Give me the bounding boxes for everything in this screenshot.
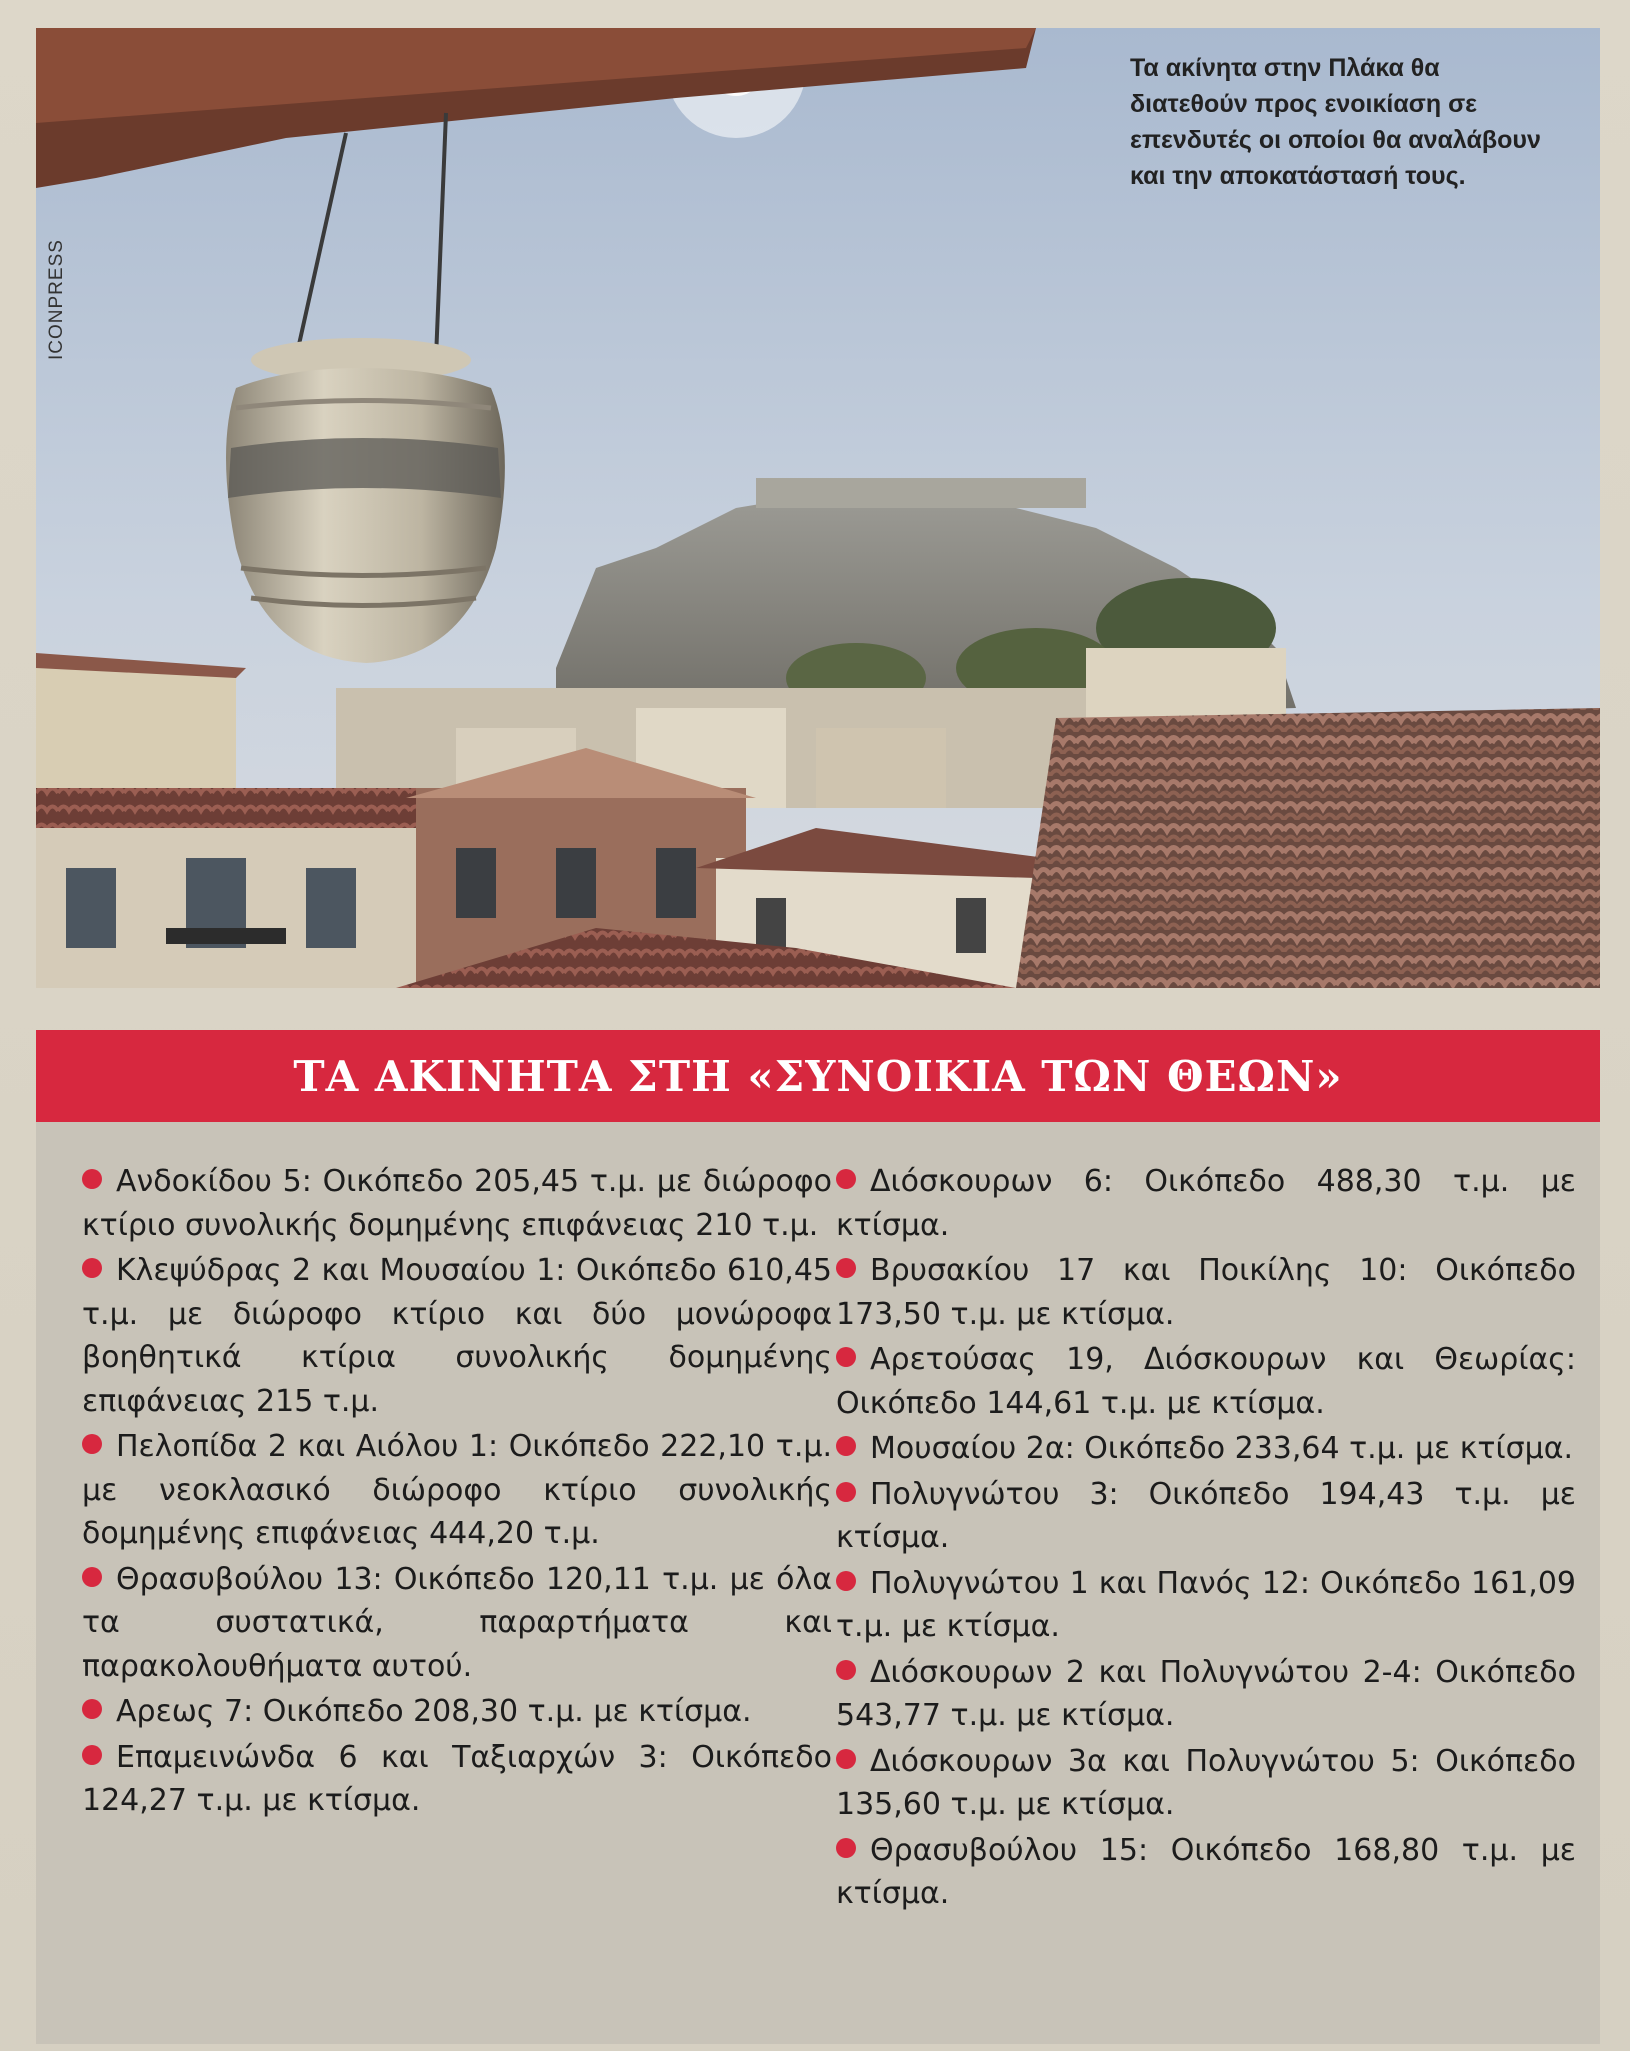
list-item-text: Πελοπίδα 2 και Αιόλου 1: Οικόπεδο 222,10 τ.μ. με νεοκλασικό διώροφο κτίριο συνολικής δομημένης επιφάνειας 444,20 τ.μ. [82,1429,832,1551]
list-item-text: Κλεψύδρας 2 και Μουσαίου 1: Οικόπεδο 610,45 τ.μ. με διώροφο κτίριο και δύο μονώροφα βοηθητικά κτίρια συνολικής δομημένης επιφάνειας 215 τ.μ. [82,1253,832,1419]
list-item [836,1160,1576,1247]
tiled-roof-right [1016,708,1600,988]
bullet-icon [836,1838,856,1858]
acropolis-walls [756,478,1086,508]
list-item-text: Ανδοκίδου 5: Οικόπεδο 205,45 τ.μ. με διώροφο κτίριο συνολικής δομημένης επιφάνειας 210 τ.μ. [82,1164,832,1243]
list-item-text: Διόσκουρων 6: Οικόπεδο 488,30 τ.μ. με κτίσμα. [836,1164,1576,1243]
bullet-icon [836,1169,856,1189]
bullet-icon [82,1258,102,1278]
list-item [82,1690,832,1734]
title-bar [36,1030,1600,1122]
list-item-text: Διόσκουρων 2 και Πολυγνώτου 2-4: Οικόπεδο 543,77 τ.μ. με κτίσμα. [836,1654,1576,1733]
property-list-right [836,1160,1576,1918]
bullet-icon [82,1169,102,1189]
bullet-icon [82,1745,102,1765]
list-item-text: Μουσαίου 2α: Οικόπεδο 233,64 τ.μ. με κτίσμα. [870,1431,1574,1466]
bullet-icon [836,1571,856,1591]
list-item-text: Αρετούσας 19, Διόσκουρων και Θεωρίας: Οικόπεδο 144,61 τ.μ. με κτίσμα. [836,1342,1576,1421]
list-item [836,1829,1576,1916]
bullet-icon [82,1434,102,1454]
list-item-text: Θρασυβούλου 15: Οικόπεδο 168,80 τ.μ. με κτίσμα. [836,1832,1576,1911]
bullet-icon [836,1258,856,1278]
list-item-text: Πολυγνώτου 1 και Πανός 12: Οικόπεδο 161,09 τ.μ. με κτίσμα. [836,1565,1576,1644]
list-item [82,1249,832,1423]
list-item-text: Θρασυβούλου 13: Οικόπεδο 120,11 τ.μ. με όλα τα συστατικά, παραρτήματα και παρακολουθήματα αυτού. [82,1561,832,1684]
bullet-icon [836,1482,856,1502]
building-left-top [36,668,236,788]
section-title: ΤΑ ΑΚΙΝΗΤΑ ΣΤΗ «ΣΥΝΟΙΚΙΑ ΤΩΝ ΘΕΩΝ» [293,1051,1343,1101]
bullet-icon [836,1749,856,1769]
hanging-lantern [226,338,505,663]
property-list-left [82,1160,832,1825]
list-item [836,1740,1576,1827]
list-item [82,1558,832,1689]
bullet-icon [836,1660,856,1680]
photo-credit: ICONPRESS [46,239,67,361]
list-item [836,1427,1576,1471]
list-item-text: Αρεως 7: Οικόπεδο 208,30 τ.μ. με κτίσμα. [116,1694,752,1729]
property-list-box [36,1122,1600,2044]
list-item-text: Πολυγνώτου 3: Οικόπεδο 194,43 τ.μ. με κτίσμα. [836,1476,1576,1555]
photo-caption: Τα ακίνητα στην Πλάκα θα διατεθούν προς ενοικίαση σε επενδυτές οι οποίοι θα αναλάβουν και την αποκατάστασή τους. [1130,54,1541,190]
list-item [836,1249,1576,1336]
list-item-text: Επαμεινώνδα 6 και Ταξιαρχών 3: Οικόπεδο 124,27 τ.μ. με κτίσμα. [82,1739,832,1818]
list-item [836,1473,1576,1560]
list-item [836,1651,1576,1738]
list-item-text: Διόσκουρων 3α και Πολυγνώτου 5: Οικόπεδο 135,60 τ.μ. με κτίσμα. [836,1743,1576,1822]
list-item [836,1562,1576,1649]
bullet-icon [82,1567,102,1587]
bullet-icon [836,1436,856,1456]
list-item-text: Βρυσακίου 17 και Ποικίλης 10: Οικόπεδο 173,50 τ.μ. με κτίσμα. [836,1253,1576,1332]
list-item [82,1160,832,1247]
list-item [836,1338,1576,1425]
bullet-icon [836,1347,856,1367]
list-item [82,1425,832,1556]
bullet-icon [82,1699,102,1719]
list-item [82,1736,832,1823]
